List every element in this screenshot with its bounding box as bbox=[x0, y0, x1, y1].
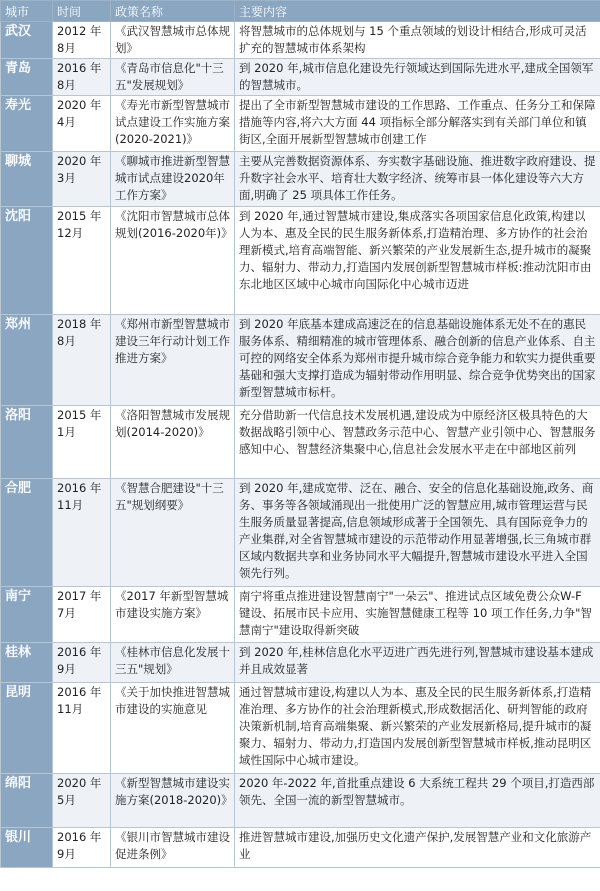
table-row bbox=[1, 315, 600, 406]
city-cell: 寿光 bbox=[1, 96, 53, 152]
policy-cell: 《2017 年新型智慧城市建设实施方案》 bbox=[111, 587, 235, 643]
content-cell: 将智慧城市的总体规划与 15 个重点领域的划设计相结合,形成可灵活扩充的智慧城市体系架构 bbox=[235, 22, 600, 59]
table-row bbox=[1, 828, 600, 868]
policy-cell: 《桂林市信息化发展十三五"规划》 bbox=[111, 643, 235, 683]
header-time: 时间 bbox=[53, 1, 111, 22]
content-cell: 到 2020 年底基本建成高速泛在的信息基础设施体系无处不在的惠民服务体系、精细精准的城市管理体系、融合创新的信息产业体系、自主可控的网络安全体系为郑州市提升城市综合竞争能力和软实力提供重要基础和强大支撑打造成为辐射带动作用明显、综合竞争优势突出的国家新型智慧城市标杆。 bbox=[235, 315, 600, 406]
policy-cell: 《沈阳市智慧城市总体规划(2016-2020年)》 bbox=[111, 207, 235, 315]
time-cell: 2016 年9月 bbox=[53, 828, 111, 868]
city-cell: 聊城 bbox=[1, 152, 53, 207]
table-row bbox=[1, 774, 600, 828]
policy-cell: 《关于加快推进智慧城市建设的实施意见 bbox=[111, 683, 235, 774]
time-cell: 2015 年1月 bbox=[53, 406, 111, 479]
header-policy-name: 政策名称 bbox=[111, 1, 235, 22]
city-cell: 银川 bbox=[1, 828, 53, 868]
content-cell: 到 2020 年,桂林信息化水平迈进广西先进行列,智慧城市建设基本建成并且成效显著 bbox=[235, 643, 600, 683]
time-cell: 2015 年12月 bbox=[53, 207, 111, 315]
header-city: 城市 bbox=[1, 1, 53, 22]
policy-cell: 《洛阳智慧城市发展规划(2014-2020)》 bbox=[111, 406, 235, 479]
time-cell: 2012 年8月 bbox=[53, 22, 111, 59]
policy-cell: 《智慧合肥建设"十三五"规划纲要》 bbox=[111, 479, 235, 587]
time-cell: 2016 年11月 bbox=[53, 479, 111, 587]
table-row bbox=[1, 152, 600, 207]
city-cell: 郑州 bbox=[1, 315, 53, 406]
table-row bbox=[1, 683, 600, 774]
time-cell: 2016 年8月 bbox=[53, 59, 111, 96]
policy-cell: 《郑州市新型智慧城市建设三年行动计划工作推进方案》 bbox=[111, 315, 235, 406]
policy-cell: 《武汉智慧城市总体规划》 bbox=[111, 22, 235, 59]
content-cell: 南宁将重点推进建设智慧南宁"一朵云"、推进试点区域免费公众W-F 键设、拓展市民卡应用、实施智慧健康工程等 10 项工作任务,力争"智慧南宁"建设取得新突破 bbox=[235, 587, 600, 643]
table-header bbox=[1, 1, 600, 22]
content-cell: 提出了全市新型智慧城市建设的工作思路、工作重点、任务分工和保障措施等内容,将六大方面 44 项指标全部分解落实到有关部门单位和镇街区,全面开展新型智慧城市创建工作 bbox=[235, 96, 600, 152]
table-row bbox=[1, 643, 600, 683]
table-row bbox=[1, 96, 600, 152]
city-cell: 青岛 bbox=[1, 59, 53, 96]
city-cell: 洛阳 bbox=[1, 406, 53, 479]
header-row bbox=[1, 1, 600, 22]
time-cell: 2016 年9月 bbox=[53, 643, 111, 683]
policy-cell: 《银川市智慧城市建设促进条例》 bbox=[111, 828, 235, 868]
city-cell: 沈阳 bbox=[1, 207, 53, 315]
city-cell: 桂林 bbox=[1, 643, 53, 683]
policy-cell: 《青岛市信息化"十三五"发展规划》 bbox=[111, 59, 235, 96]
content-cell: 推进智慧城市建设,加强历史文化遗产保护,发展智慧产业和文化旅游产业 bbox=[235, 828, 600, 868]
table-row bbox=[1, 22, 600, 59]
time-cell: 2018 年8月 bbox=[53, 315, 111, 406]
city-cell: 昆明 bbox=[1, 683, 53, 774]
policy-cell: 《聊城市推进新型智慧城市试点建设2020年工作方案》 bbox=[111, 152, 235, 207]
time-cell: 2016 年11月 bbox=[53, 683, 111, 774]
policy-cell: 《新型智慧城市建设实施方案(2018-2020)》 bbox=[111, 774, 235, 828]
city-cell: 南宁 bbox=[1, 587, 53, 643]
content-cell: 到 2020 年,城市信息化建设先行领域达到国际先进水平,建成全国领军的智慧城市。 bbox=[235, 59, 600, 96]
table-row bbox=[1, 406, 600, 479]
content-cell: 主要从完善数据资源体系、夯实数字基础设施、推进数字政府建设、提升数字社会水平、培育壮大数字经济、统筹市县一体化建设等六大方面,明确了 25 项具体工作任务。 bbox=[235, 152, 600, 207]
table-row bbox=[1, 59, 600, 96]
content-cell: 充分借助新一代信息技术发展机遇,建设成为中原经济区极具特色的大数据战略引领中心、智慧政务示范中心、智慧产业引领中心、智慧服务感知中心、智慧经济集聚中心,信息社会发展水平走在中部地区前列 bbox=[235, 406, 600, 479]
policy-cell: 《寿光市新型智慧城市试点建设工作实施方案(2020-2021)》 bbox=[111, 96, 235, 152]
header-main-content: 主要内容 bbox=[235, 1, 600, 22]
table-body bbox=[1, 22, 600, 868]
time-cell: 2020 年3月 bbox=[53, 152, 111, 207]
city-cell: 绵阳 bbox=[1, 774, 53, 828]
content-cell: 到 2020 年,通过智慧城市建设,集成落实各项国家信息化政策,构建以人为本、惠及全民的民生服务新体系,打造精治理、多方协作的社会治理新模式,培育高端智能、新兴繁荣的产业发展新生态,提升城市的凝聚力、辐射力、带动力,打造国内发展创新型智慧城市样板:推动沈阳市由东北地区区域中心城市向国际化中心城市迈进 bbox=[235, 207, 600, 315]
table-row bbox=[1, 479, 600, 587]
content-cell: 通过智慧城市建设,构建以人为本、惠及全民的民生服务新体系,打造精准治理、多方协作的社会治理新模式,形成数据活化、研判智能的政府决策新机制,培育高端集聚、新兴繁荣的产业发展新格局,提升城市的凝聚力、辐射力、带动力,打造国内发展创新型智慧城市样板,推动昆明区域性国际中心城市建设。 bbox=[235, 683, 600, 774]
table-row bbox=[1, 207, 600, 315]
content-cell: 到 2020 年,建成宽带、泛在、融合、安全的信息化基础设施,政务、商务、事务等各领域涌现出一批使用广泛的智慧应用,城市管理运营与民生服务质量显著提高,信息领域形成著于全国领先、具有国际竞争力的产业集群,对全省智慧城市建设的示范带动作用显著增强,长三角城市群区域内数据共享和业务协同水平大幅提升,智慧城市建设水平进入全国领先行列。 bbox=[235, 479, 600, 587]
city-cell: 合肥 bbox=[1, 479, 53, 587]
content-cell: 2020 年-2022 年,首批重点建设 6 大系统工程共 29 个项目,打造西部领先、全国一流的新型智慧城市。 bbox=[235, 774, 600, 828]
table-row bbox=[1, 587, 600, 643]
city-cell: 武汉 bbox=[1, 22, 53, 59]
time-cell: 2020 年5月 bbox=[53, 774, 111, 828]
time-cell: 2020 年4月 bbox=[53, 96, 111, 152]
time-cell: 2017 年7月 bbox=[53, 587, 111, 643]
